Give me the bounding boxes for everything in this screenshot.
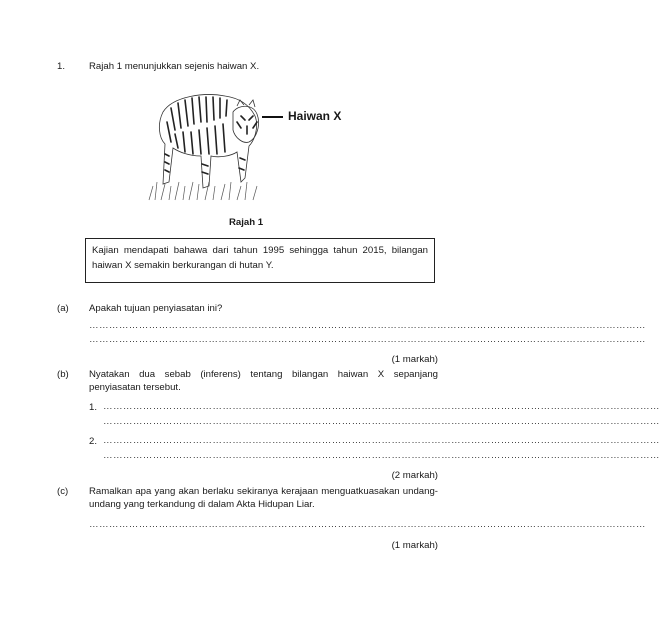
tiger-illustration [145, 82, 263, 204]
answer-line-b1b[interactable]: …………………………………………………………………………………………………………………………………………………… [103, 416, 660, 427]
answer-line-b2b[interactable]: …………………………………………………………………………………………………………………………………………………… [103, 450, 660, 461]
figure-label: Haiwan X [288, 109, 342, 123]
answer-line-c1[interactable]: …………………………………………………………………………………………………………………………………………………… [89, 519, 646, 530]
part-b-item-2-number: 2. [89, 436, 98, 447]
info-box [85, 238, 435, 283]
answer-line-a1[interactable]: …………………………………………………………………………………………………………………………………………………… [89, 320, 646, 331]
part-c-question-line-1: Ramalkan apa yang akan berlaku sekiranya kerajaan menguatkuasakan undang- [89, 486, 438, 497]
label-pointer-line [262, 116, 283, 118]
question-number: 1. [57, 61, 66, 72]
part-b-question-line-2: penyiasatan tersebut. [89, 382, 181, 393]
part-c-marks: (1 markah) [391, 540, 438, 551]
info-box-line-1: Kajian mendapati bahawa dari tahun 1995 sehingga tahun 2015, bilangan [92, 245, 428, 256]
part-c-question-line-2: undang yang terkandung di dalam Akta Hidupan Liar. [89, 499, 315, 510]
part-c-label: (c) [57, 486, 69, 497]
answer-line-b2a[interactable]: …………………………………………………………………………………………………………………………………………………… [103, 435, 660, 446]
part-b-item-1-number: 1. [89, 402, 98, 413]
part-b-marks: (2 markah) [391, 470, 438, 481]
part-a-question: Apakah tujuan penyiasatan ini? [89, 303, 223, 314]
part-a-marks: (1 markah) [391, 354, 438, 365]
info-box-line-2: haiwan X semakin berkurangan di hutan Y. [92, 260, 274, 271]
answer-line-b1a[interactable]: …………………………………………………………………………………………………………………………………………………… [103, 401, 660, 412]
part-b-question-line-1: Nyatakan dua sebab (inferens) tentang bilangan haiwan X sepanjang [89, 369, 438, 380]
question-intro: Rajah 1 menunjukkan sejenis haiwan X. [89, 61, 260, 72]
answer-line-a2[interactable]: …………………………………………………………………………………………………………………………………………………… [89, 334, 646, 345]
part-a-label: (a) [57, 303, 69, 314]
figure-caption: Rajah 1 [229, 217, 264, 228]
part-b-label: (b) [57, 369, 69, 380]
